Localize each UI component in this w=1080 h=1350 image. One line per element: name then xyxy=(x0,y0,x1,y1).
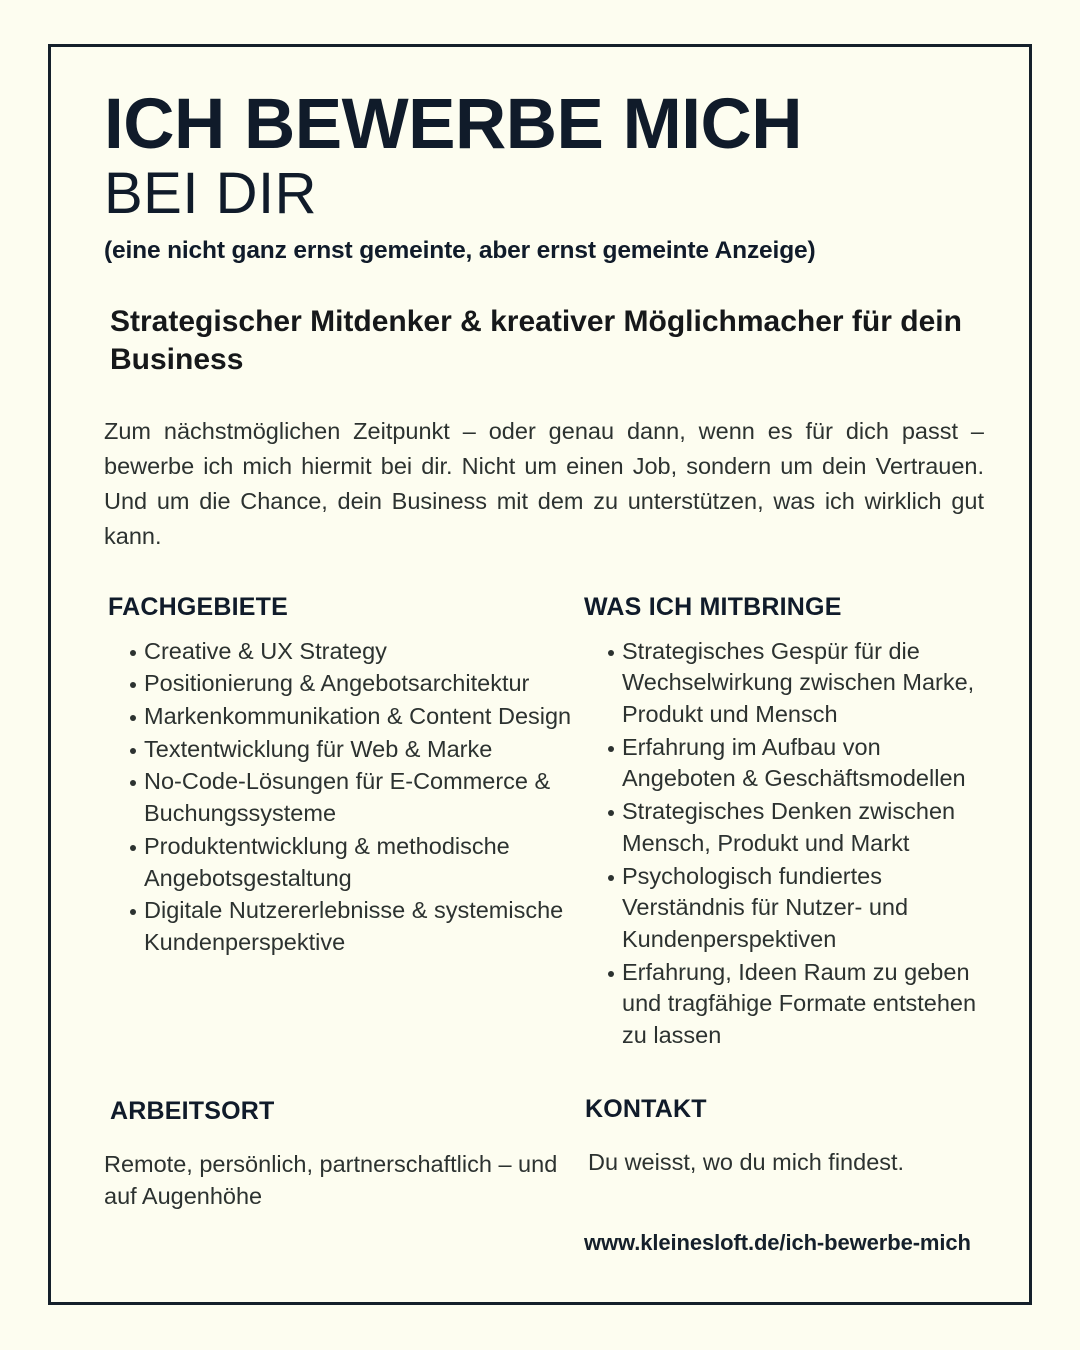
list-item: Strategisches Gespür für die Wechselwirkung zwischen Marke, Produkt und Mensch xyxy=(584,636,994,731)
list-fachgebiete xyxy=(104,636,584,959)
list-item: No-Code-Lösungen für E-Commerce & Buchungssysteme xyxy=(104,766,584,829)
lead-heading: Strategischer Mitdenker & kreativer Möglichmacher für dein Business xyxy=(110,304,962,377)
poster-header xyxy=(104,85,994,265)
list-was-ich-mitbringe xyxy=(584,636,994,1052)
arbeitsort-text: Remote, persönlich, partnerschaftlich – und auf Augenhöhe xyxy=(104,1150,558,1210)
list-item: Positionierung & Angebotsarchitektur xyxy=(104,668,584,700)
skills-columns xyxy=(104,593,994,1053)
column-arbeitsort xyxy=(104,1097,584,1256)
lead-paragraph: Zum nächstmöglichen Zeitpunkt – oder genau dann, wenn es für dich passt – bewerbe ich mich hiermit bei dir. Nicht um einen Job, sondern um dein Vertrauen. Und um die Chance, dein Business mit dem zu unterstützen, was ich wirklich gut kann. xyxy=(104,417,984,550)
list-item: Creative & UX Strategy xyxy=(104,636,584,668)
page-title-note: (eine nicht ganz ernst gemeinte, aber ernst gemeinte Anzeige) xyxy=(104,236,816,264)
footer-columns xyxy=(104,1094,994,1256)
section-heading-arbeitsort: ARBEITSORT xyxy=(110,1096,275,1125)
page-subtitle: BEI DIR xyxy=(104,160,317,226)
kontakt-text: Du weisst, wo du mich findest. xyxy=(588,1148,905,1175)
list-item: Produktentwicklung & methodische Angebotsgestaltung xyxy=(104,831,584,894)
lead-section xyxy=(104,303,994,555)
section-heading-kontakt: KONTAKT xyxy=(585,1094,707,1123)
list-item: Textentwicklung für Web & Marke xyxy=(104,734,584,766)
section-heading-was-ich-mitbringe: WAS ICH MITBRINGE xyxy=(584,592,842,621)
list-item: Digitale Nutzererlebnisse & systemische Kundenperspektive xyxy=(104,895,584,958)
column-fachgebiete xyxy=(104,593,584,1053)
list-item: Erfahrung, Ideen Raum zu geben und tragfähige Formate entstehen zu lassen xyxy=(584,957,994,1052)
contact-website-url[interactable]: www.kleinesloft.de/ich-bewerbe-mich xyxy=(584,1230,971,1256)
list-item: Erfahrung im Aufbau von Angeboten & Geschäftsmodellen xyxy=(584,732,994,795)
section-heading-fachgebiete: FACHGEBIETE xyxy=(108,592,288,621)
list-item: Markenkommunikation & Content Design xyxy=(104,701,584,733)
list-item: Strategisches Denken zwischen Mensch, Produkt und Markt xyxy=(584,796,994,859)
column-was-ich-mitbringe xyxy=(584,593,994,1053)
poster-content xyxy=(104,85,994,1256)
list-item: Psychologisch fundiertes Verständnis für Nutzer- und Kundenperspektiven xyxy=(584,861,994,956)
page-title: ICH BEWERBE MICH xyxy=(104,85,803,164)
column-kontakt xyxy=(584,1094,994,1256)
